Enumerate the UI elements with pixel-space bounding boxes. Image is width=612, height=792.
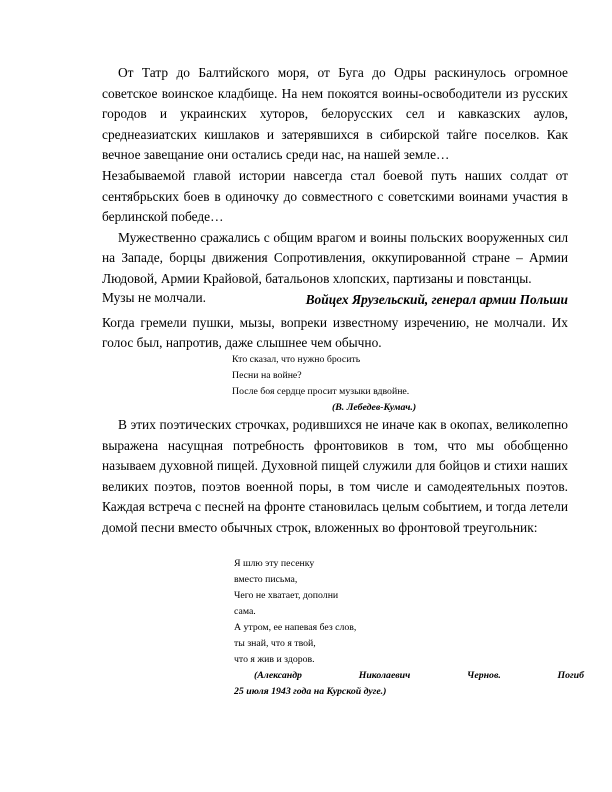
- poetry-block: [102, 415, 568, 539]
- poem-2-attribution-line-1: (Александр Николаевич Чернов. Погиб: [254, 670, 584, 681]
- poem-2-line: что я жив и здоров.: [234, 654, 315, 665]
- poem-2-line: ты знай, что я твой,: [234, 638, 316, 649]
- paragraph-4: Когда гремели пушки, мызы, вопреки известному изречению, не молчали. Их голос был, напротив, даже слышнее чем обычно.: [102, 314, 568, 351]
- poem-1-attribution: (В. Лебедев-Кумач.): [332, 402, 417, 413]
- paragraph-2: Незабываемой главой истории навсегда стал боевой путь наших солдат от сентябрьских боев в одиночку до совместного с советскими воинами участия в берлинской победе…: [102, 167, 568, 225]
- section-heading: Музы не молчали.: [102, 290, 207, 305]
- paragraph-5: В этих поэтических строчках, родившихся не иначе как в окопах, великолепно выражена насущная потребность фронтовиков в том, что мы обобщенно называем духовной пищей. Духовной пищей служили для бойцов и стихи наших великих поэтов, поэтов военной поры, в том числе и самодеятельных поэтов. Каждая встреча с песней на фронте становилась целым событием, и тогда летели домой песни вместо обычных строк, вложенных во фронтовой треугольник:: [102, 417, 568, 535]
- poem-2-attribution-line-2: 25 июля 1943 года на Курской дуге.): [234, 686, 387, 697]
- poem-2-line: А утром, ее напевая без слов,: [234, 622, 357, 633]
- paragraph-1: От Татр до Балтийского моря, от Буга до Одры раскинулось огромное советское воинское кладбище. На нем покоятся воины-освободители из русских городов и украинских хуторов, белорусских сел и кавказских аулов, среднеазиатских кишлаков и затерявшихся в сибирской тайге поселков. Как вечное завещание они остались среди нас, на нашей земле…: [102, 65, 568, 163]
- intro-block: [102, 63, 568, 310]
- muses-block: [102, 288, 568, 354]
- paragraph-3: Мужественно сражались с общим врагом и воины польских вооруженных сил на Западе, борцы движения Сопротивления, оккупированной стране – Армии Людовой, Армии Крайовой, батальонов хлопских, партизаны и повстанцы.: [102, 229, 568, 286]
- poem-1-line: Кто сказал, что нужно бросить: [232, 354, 361, 365]
- poem-2-line: вместо письма,: [234, 574, 298, 585]
- poem-1-line: После боя сердце просит музыки вдвойне.: [232, 386, 410, 397]
- poem-2-line: Чего не хватает, дополни: [234, 590, 339, 601]
- poem-1: [232, 352, 416, 416]
- poem-2-line: Я шлю эту песенку: [234, 558, 315, 569]
- signature: Войцех Ярузельский, генерал армии Польши: [305, 291, 568, 307]
- poem-2: [234, 556, 584, 700]
- poem-1-line: Песни на войне?: [232, 370, 302, 381]
- poem-2-line: сама.: [234, 606, 256, 617]
